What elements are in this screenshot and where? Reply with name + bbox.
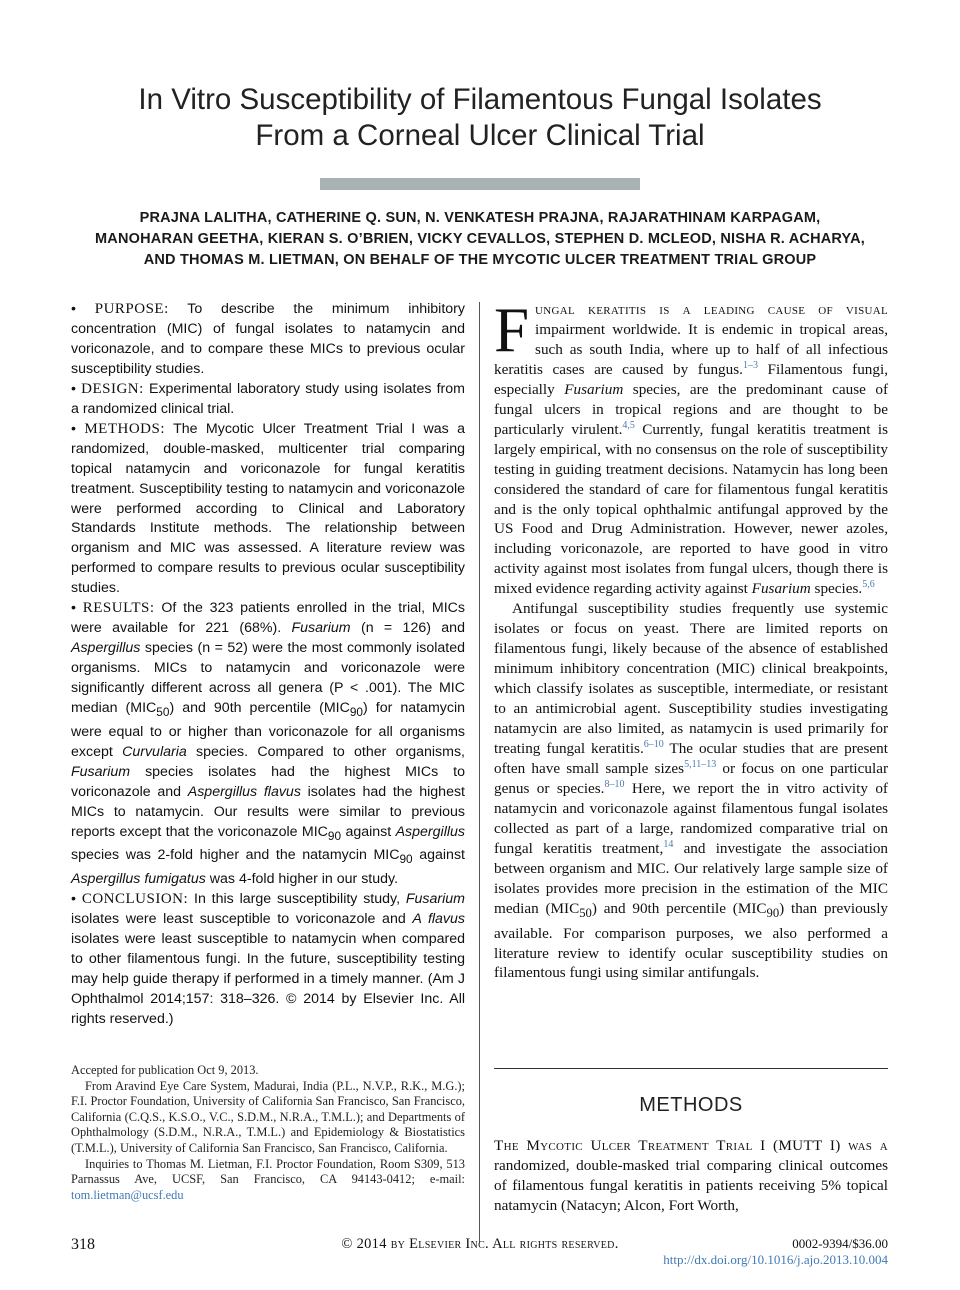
methods-lead: The Mycotic Ulcer Treatment Trial I (MUTT I) was a [494,1137,888,1154]
design-text: Experimental laboratory study using isolates from a randomized clinical trial. [71,380,465,417]
drop-cap: F [494,295,530,365]
subscript: 90 [327,828,342,843]
citation: (Am J Ophthalmol 2014;157: 318–326. © 2014 by Elsevier Inc. All rights reserved.) [71,970,465,1027]
inquiries-note [71,1157,465,1204]
conclusion-text: isolates were least susceptible to natamycin when compared to other filamentous fungi. In the future, susceptibility testing may help guide therapy if performed in a timely manner. [71,931,465,987]
results-text: species isolates had the highest MICs to voriconazole and [71,763,465,800]
methods-text: The Mycotic Ulcer Treatment Trial I was a randomized, double-masked, multicenter trial comparing topical natamycin and voriconazole for fungal keratitis treatment. Susceptibility testing to natamycin and voriconazole were performed according to Clinical and Laboratory Standards Institute methods. The relationship between organism and MIC was assessed. A literature review was performed to compare results to previous ocular susceptibility studies. [71,420,465,597]
intro-text: Currently, fungal keratitis treatment is largely empirical, with no consensus on the role of susceptibility testing in guiding treatment decisions. Natamycin has long been considered the standard of care for filamentous fungal keratitis and is the only topical ophthalmic antifungal approved by the US Food and Drug Administration. However, newer azoles, including voriconazole, are reported to have good in vitro activity against most isolates from fungal ulcers, though there is mixed evidence regarding activity against [494,420,888,598]
intro-text: species, are the predominant cause of fungal ulcers in tropical regions and are thought to be particularly virulent. [494,380,889,438]
purpose-text: To describe the minimum inhibitory concentration (MIC) of fungal isolates to natamycin and voriconazole, and to compare these MICs to previous ocular susceptibility studies. [71,301,465,377]
authors-line-3: AND THOMAS M. LIETMAN, ON BEHALF OF THE MYCOTIC ULCER TREATMENT TRIAL GROUP [143,252,817,268]
reference-link[interactable]: 4,5 [622,419,635,431]
intro-text: Here, we report the in vitro activity of natamycin and voriconazole against filamentous fungal isolates collected as part of a large, randomized comparative trial on fungal keratitis treatment, [494,779,888,857]
reference-link[interactable]: 5,11–13 [684,758,717,770]
page-number: 318 [71,1236,95,1253]
methods-heading: METHODS [639,1094,743,1116]
issn-doi [663,1236,888,1268]
subscript: 50 [579,905,592,920]
intro-text: impairment worldwide. It is endemic in tropical areas, such as south India, where up to half of all infectious keratitis cases are caused by fungus. [494,320,888,378]
intro-text: ) than previously available. For comparison purposes, we also performed a literature review to identify ocular susceptibility studies on filamentous fungi using similar antifungals. [494,899,889,982]
copyright-notice: © 2014 by Elsevier Inc. All rights reserved. [341,1236,619,1252]
design-label: DESIGN: [81,380,144,397]
genus-name: Aspergillus [395,823,465,840]
title-line-1: In Vitro Susceptibility of Filamentous Fungal Isolates [138,83,822,116]
results-text: against [419,847,465,864]
issn: 0002-9394/$36.00 [792,1236,888,1251]
genus-name: Fusarium [564,380,624,398]
results-text: Of the 323 patients enrolled in the trial, MICs were available for 221 (68%). [71,600,465,637]
abstract-purpose: • PURPOSE: To describe the minimum inhibitory concentration (MIC) of fungal isolates to natamycin and voriconazole, and to compare these MICs to previous ocular susceptibility studies. [71,301,465,377]
intro-text: Filamentous fungi, especially [494,360,889,398]
genus-name: Aspergillus [71,640,141,657]
article-title [60,82,900,154]
methods-rule [494,1068,888,1069]
reference-link[interactable]: 14 [663,838,674,850]
genus-name: Fusarium [71,763,131,780]
species-name: Aspergillus fumigatus [71,871,206,888]
results-text: against [345,823,392,840]
intro-text: ) and 90th percentile (MIC [591,899,767,917]
column-divider [479,302,480,1242]
reference-link[interactable]: 6–10 [643,738,664,750]
affiliations-note: From Aravind Eye Care System, Madurai, India (P.L., N.V.P., R.K., M.G.); F.I. Proctor Foundation, University of California San Francisco, San Francisco, California (C.Q.S., K.S.O., V.C., S.D.M., N.R.A., T.M.L.); and Departments of Ophthalmology (S.D.M., N.R.A., T.M.L.) and Epidemiology & Biostatistics (T.M.L.), University of California San Francisco, San Francisco, California. [71,1078,465,1155]
methods-label: METHODS: [84,420,165,437]
intro-text: and investigate the association between organism and MIC. Our relatively large sample size of isolates provides more precision in the estimation of the MIC median (MIC [494,839,889,917]
abstract-results: • RESULTS: Of the 323 patients enrolled in the trial, MICs were available for 221 (68%). Fusarium (n = 126) and Aspergillus species (n = 52) were the most commonly isolated organisms. MICs to natamycin and voriconazole were significantly different across all genera (P < .001). The MIC median $(MIC_{50})$ and 90th percentile $(MIC_{90})$ for natamycin were equal to or higher than voriconazole for all organisms except Curvularia species. Compared to other organisms, Fusarium species isolates had the highest MICs to voriconazole and Aspergillus flavus isolates had the highest MICs to natamycin. Our results were similar to previous reports except that the voriconazole $MIC_{90}$ against Aspergillus species was 2-fold higher and the natamycin $MIC_{90}$ against Aspergillus fumigatus was 4-fold higher in our study. [71,600,466,888]
genus-name: Fusarium [405,891,465,908]
author-list [70,208,890,271]
conclusion-text: In this large susceptibility study, [194,891,401,908]
subscript: 90 [766,905,780,920]
footnotes [71,1063,465,1203]
abstract [71,300,465,1030]
intro-paragraph-2 [494,599,888,983]
subscript: 90 [349,704,363,719]
intro-paragraph-1 [494,295,889,599]
results-text: isolates had the highest MICs to natamycin. Our results were similar to previous reports except that the voriconazole MIC [71,783,466,840]
results-text: ) and 90th percentile (MIC [169,700,350,717]
conclusion-text: isolates were least susceptible to voriconazole and [71,911,406,928]
accepted-note: Accepted for publication Oct 9, 2013. [71,1063,259,1077]
results-text: ) for natamycin were equal to or higher than voriconazole for all organisms except [71,700,465,760]
genus-name: Curvularia [122,743,187,760]
results-text: species (n = 52) were the most commonly isolated organisms. MICs to natamycin and voriconazole were significantly different across all genera (P < .001). The MIC median (MIC [71,640,465,717]
email-link[interactable]: tom.lietman@ucsf.edu [71,1187,184,1202]
abstract-design: • DESIGN: Experimental laboratory study using isolates from a randomized clinical trial. [71,380,465,417]
title-rule [320,178,640,190]
subscript: 90 [399,852,413,867]
introduction [494,295,889,983]
purpose-label: PURPOSE: [94,301,169,317]
subscript: 50 [156,704,170,719]
reference-link[interactable]: 5,6 [862,579,875,591]
intro-text: or focus on one particular genus or species. [494,759,888,797]
species-name: Aspergillus flavus [187,783,301,800]
intro-text: The ocular studies that are present often have small sample sizes [494,739,888,777]
genus-name: Fusarium [751,580,811,598]
doi-link[interactable]: http://dx.doi.org/10.1016/j.ajo.2013.10.004 [663,1252,888,1267]
methods-body: randomized, double-masked trial comparing clinical outcomes of filamentous fungal keratitis in patients receiving 5% topical natamycin (Natacyn; Alcon, Fort Worth, [494,1156,888,1214]
inquiries-text: Inquiries to Thomas M. Lietman, F.I. Proctor Foundation, Room S309, 513 Parnassus Ave, UCSF, San Francisco, CA 94143-0412; e-mail: [71,1156,465,1187]
results-text: species was 2-fold higher and the natamycin MIC [71,847,400,864]
species-name: A flavus [412,911,466,928]
reference-link[interactable]: 1–3 [742,359,758,371]
genus-name: Fusarium [291,620,351,637]
authors-line-2: MANOHARAN GEETHA, KIERAN S. O’BRIEN, VICKY CEVALLOS, STEPHEN D. MCLEOD, NISHA R. ACHARYA, [95,231,865,247]
conclusion-label: CONCLUSION: [81,891,189,908]
results-text: (n = 126) and [360,620,465,637]
methods-paragraph [494,1136,888,1216]
results-label: RESULTS: [82,600,155,617]
intro-text: species. [814,580,863,598]
title-line-2: From a Corneal Ulcer Clinical Trial [255,119,705,152]
abstract-methods: • METHODS: The Mycotic Ulcer Treatment Trial I was a randomized, double-masked, multicenter trial comparing topical natamycin and voriconazole for fungal keratitis treatment. Susceptibility testing to natamycin and voriconazole were performed according to Clinical and Laboratory Standards Institute methods. The relationship between organism and MIC was assessed. A literature review was performed to compare results to previous ocular susceptibility studies. [71,420,465,597]
methods-section [494,1136,888,1216]
reference-link[interactable]: 8–10 [604,778,625,790]
abstract-conclusion: • CONCLUSION: In this large susceptibility study, Fusarium isolates were least susceptible to voriconazole and A flavus isolates were least susceptible to natamycin when compared to other filamentous fungi. In the future, susceptibility testing may help guide therapy if performed in a timely manner. (Am J Ophthalmol 2014;157: 318–326. © 2014 by Elsevier Inc. All rights reserved.) [71,891,466,1027]
intro-text: Antifungal susceptibility studies frequently use systemic isolates or focus on yeast. There are limited reports on filamentous fungi, likely because of the absence of established minimum inhibitory concentration (MIC) clinical breakpoints, which classify isolates as susceptible, intermediate, or resistant to an antimicrobial agent. Susceptibility studies investigating natamycin are also limited, as natamycin is used primarily for treating fungal keratitis. [494,600,888,757]
results-text: species. Compared to other organisms, [196,743,465,760]
authors-line-1: PRAJNA LALITHA, CATHERINE Q. SUN, N. VENKATESH PRAJNA, RAJARATHINAM KARPAGAM, [139,210,821,226]
results-text: was 4-fold higher in our study. [209,871,399,888]
intro-lead: ungal keratitis is a leading cause of visual [535,301,888,318]
